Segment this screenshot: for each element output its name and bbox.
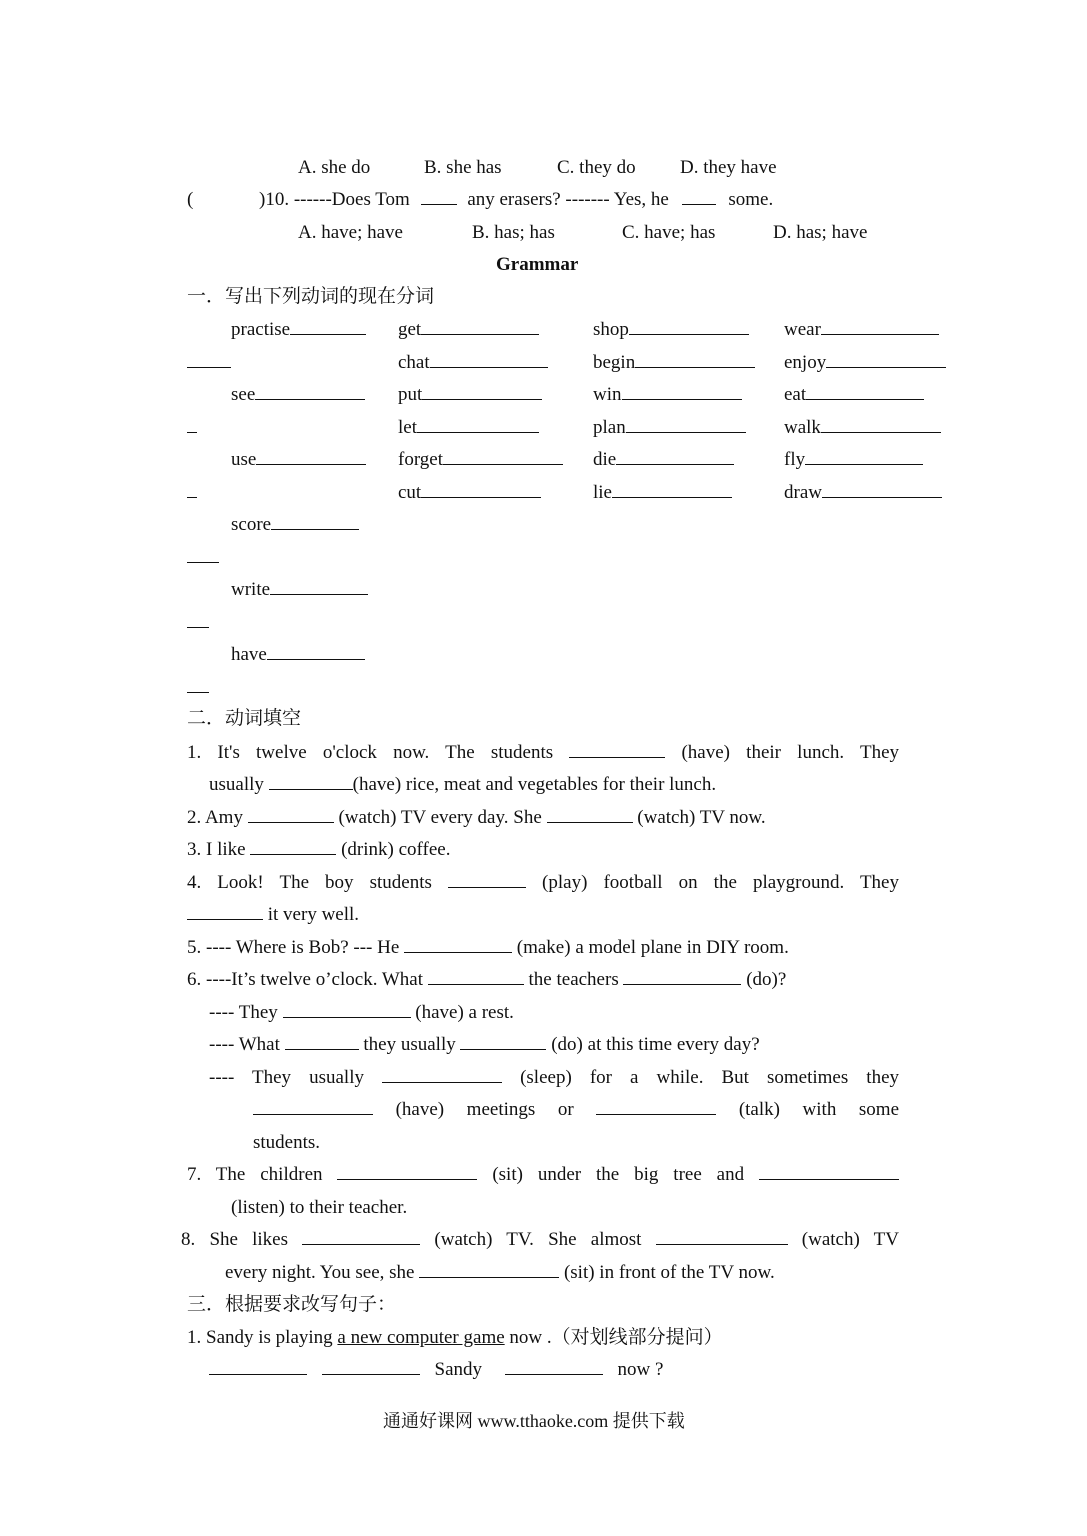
q6-line-a: 6. ----It’s twelve o’clock. What the teachers (do)? [187, 969, 787, 990]
verb-chat: chat [398, 351, 548, 375]
verb-wear: wear [784, 318, 939, 342]
wrap-dash-3 [187, 481, 197, 505]
verb-draw-blank[interactable] [822, 481, 942, 498]
verb-win: win [593, 383, 742, 407]
s3-q1-answer: Sandy now ? [209, 1358, 663, 1382]
q4-line-a: 4. Look! The boy students (play) football on the playground. They [187, 872, 899, 893]
verb-put: put [398, 383, 542, 407]
verb-walk: walk [784, 416, 941, 440]
q1-blank-1[interactable] [569, 741, 665, 758]
q7-line-b: (listen) to their teacher. [231, 1197, 408, 1218]
verb-shop-blank[interactable] [629, 318, 749, 335]
section2-heading: 二．动词填空 [187, 708, 302, 729]
verb-plan: plan [593, 416, 746, 440]
verb-begin: begin [593, 351, 755, 375]
q7-line-a: 7. The children (sit) under the big tree and [187, 1163, 899, 1187]
verb-win-blank[interactable] [622, 383, 742, 400]
q10-mid: any erasers? ------- Yes, he [467, 189, 669, 210]
verb-write: write [231, 578, 368, 602]
verb-cut-blank[interactable] [421, 481, 541, 498]
q2-line: 2. Amy (watch) TV every day. She (watch) TV now. [187, 807, 766, 828]
q8-blank-3[interactable] [419, 1261, 559, 1278]
q8-blank-2[interactable] [656, 1228, 788, 1245]
q8-blank-1[interactable] [302, 1228, 420, 1245]
q6-blank-2[interactable] [623, 968, 741, 985]
q6-line-e: (have) meetings or (talk) with some [253, 1098, 899, 1122]
verb-fly-blank[interactable] [805, 448, 923, 465]
s3-q1-blank-2[interactable] [322, 1358, 420, 1375]
q6-blank-4[interactable] [285, 1033, 359, 1050]
wrap-dash-2 [187, 416, 197, 440]
page-footer: 通通好课网 www.tthaoke.com 提供下载 [383, 1411, 685, 1431]
q10-stem: )10. ------Does Tom [259, 189, 410, 210]
q5-line: 5. ---- Where is Bob? --- He (make) a model plane in DIY room. [187, 937, 789, 958]
s3-q1-line: 1. Sandy is playing a new computer game now .（对划线部分提问） [187, 1327, 723, 1348]
q4-blank-2[interactable] [187, 903, 263, 920]
q2-blank-2[interactable] [547, 806, 633, 823]
section3-heading: 三．根据要求改写句子： [187, 1294, 397, 1315]
q6-blank-7[interactable] [253, 1098, 373, 1115]
q10-option-b: B. has; has [472, 222, 555, 243]
wrap-dash-5 [187, 611, 209, 635]
verb-get-blank[interactable] [421, 318, 539, 335]
verb-forget: forget [398, 448, 563, 472]
q8-line-b: every night. You see, she (sit) in front of the TV now. [225, 1262, 775, 1283]
q9-option-a: A. she do [298, 157, 371, 178]
verb-eat-blank[interactable] [806, 383, 924, 400]
verb-begin-blank[interactable] [635, 351, 755, 368]
q6-blank-1[interactable] [428, 968, 524, 985]
verb-score-blank[interactable] [271, 513, 359, 530]
q10-paren-open: ( [187, 189, 194, 210]
q6-blank-5[interactable] [460, 1033, 546, 1050]
q3-line: 3. I like (drink) coffee. [187, 839, 451, 860]
verb-chat-blank[interactable] [430, 351, 548, 368]
q10-option-d: D. has; have [773, 222, 868, 243]
q1-line-a: 1. It's twelve o'clock now. The students (have) their lunch. They [187, 742, 899, 763]
verb-fly: fly [784, 448, 923, 472]
verb-lie: lie [593, 481, 732, 505]
q10-option-c: C. have; has [622, 222, 716, 243]
q6-blank-8[interactable] [596, 1098, 716, 1115]
q6-line-c: ---- What they usually (do) at this time every day? [209, 1034, 760, 1055]
verb-walk-blank[interactable] [821, 416, 941, 433]
q10-blank-2[interactable] [682, 188, 716, 205]
verb-die-blank[interactable] [616, 448, 734, 465]
verb-eat: eat [784, 383, 924, 407]
verb-forget-blank[interactable] [443, 448, 563, 465]
q2-blank-1[interactable] [248, 806, 334, 823]
q10-question [259, 188, 773, 212]
verb-die: die [593, 448, 734, 472]
verb-enjoy: enjoy [784, 351, 946, 375]
q6-blank-3[interactable] [283, 1001, 411, 1018]
q3-blank[interactable] [250, 838, 336, 855]
q8-line-a: 8. She likes (watch) TV. She almost (watch) TV [181, 1229, 899, 1250]
s3-q1-underlined: a new computer game [337, 1327, 505, 1348]
q9-option-b: B. she has [424, 157, 502, 178]
verb-write-blank[interactable] [270, 578, 368, 595]
q7-blank-1[interactable] [337, 1163, 477, 1180]
verb-cut: cut [398, 481, 541, 505]
q10-blank-1[interactable] [421, 188, 457, 205]
q9-option-c: C. they do [557, 157, 636, 178]
q6-line-f: students. [253, 1132, 321, 1153]
q4-blank-1[interactable] [448, 871, 526, 888]
verb-put-blank[interactable] [422, 383, 542, 400]
verb-use-blank[interactable] [256, 448, 366, 465]
q1-blank-2[interactable] [269, 773, 353, 790]
verb-practise: practise [231, 318, 366, 342]
verb-let: let [398, 416, 539, 440]
q10-option-a: A. have; have [298, 222, 403, 243]
q5-blank[interactable] [404, 936, 512, 953]
q9-option-d: D. they have [680, 157, 777, 178]
wrap-dash-6 [187, 676, 209, 700]
wrap-dash-4 [187, 546, 219, 570]
verb-lie-blank[interactable] [612, 481, 732, 498]
s3-q1-blank-1[interactable] [209, 1358, 307, 1375]
verb-have-blank[interactable] [267, 643, 365, 660]
q6-line-b: ---- They (have) a rest. [209, 1002, 514, 1023]
verb-see: see [231, 383, 365, 407]
q10-end: some. [728, 189, 774, 210]
verb-let-blank[interactable] [417, 416, 539, 433]
q6-line-d: ---- They usually (sleep) for a while. But sometimes they [209, 1067, 900, 1088]
verb-use: use [231, 448, 366, 472]
verb-shop: shop [593, 318, 749, 342]
verb-score: score [231, 513, 359, 537]
s3-q1-blank-3[interactable] [505, 1358, 603, 1375]
verb-practise-blank[interactable] [290, 318, 366, 335]
q4-line-b: it very well. [187, 903, 359, 927]
q6-blank-6[interactable] [382, 1066, 502, 1083]
grammar-title: Grammar [496, 254, 579, 275]
q1-line-b: usually (have) rice, meat and vegetables for their lunch. [209, 774, 717, 795]
verb-get: get [398, 318, 539, 342]
verb-enjoy-blank[interactable] [826, 351, 946, 368]
verb-draw: draw [784, 481, 942, 505]
section1-heading: 一．写出下列动词的现在分词 [187, 286, 435, 307]
verb-plan-blank[interactable] [626, 416, 746, 433]
q7-blank-2[interactable] [759, 1163, 899, 1180]
wrap-dash-1 [187, 351, 231, 375]
verb-see-blank[interactable] [255, 383, 365, 400]
verb-have: have [231, 643, 365, 667]
verb-wear-blank[interactable] [821, 318, 939, 335]
